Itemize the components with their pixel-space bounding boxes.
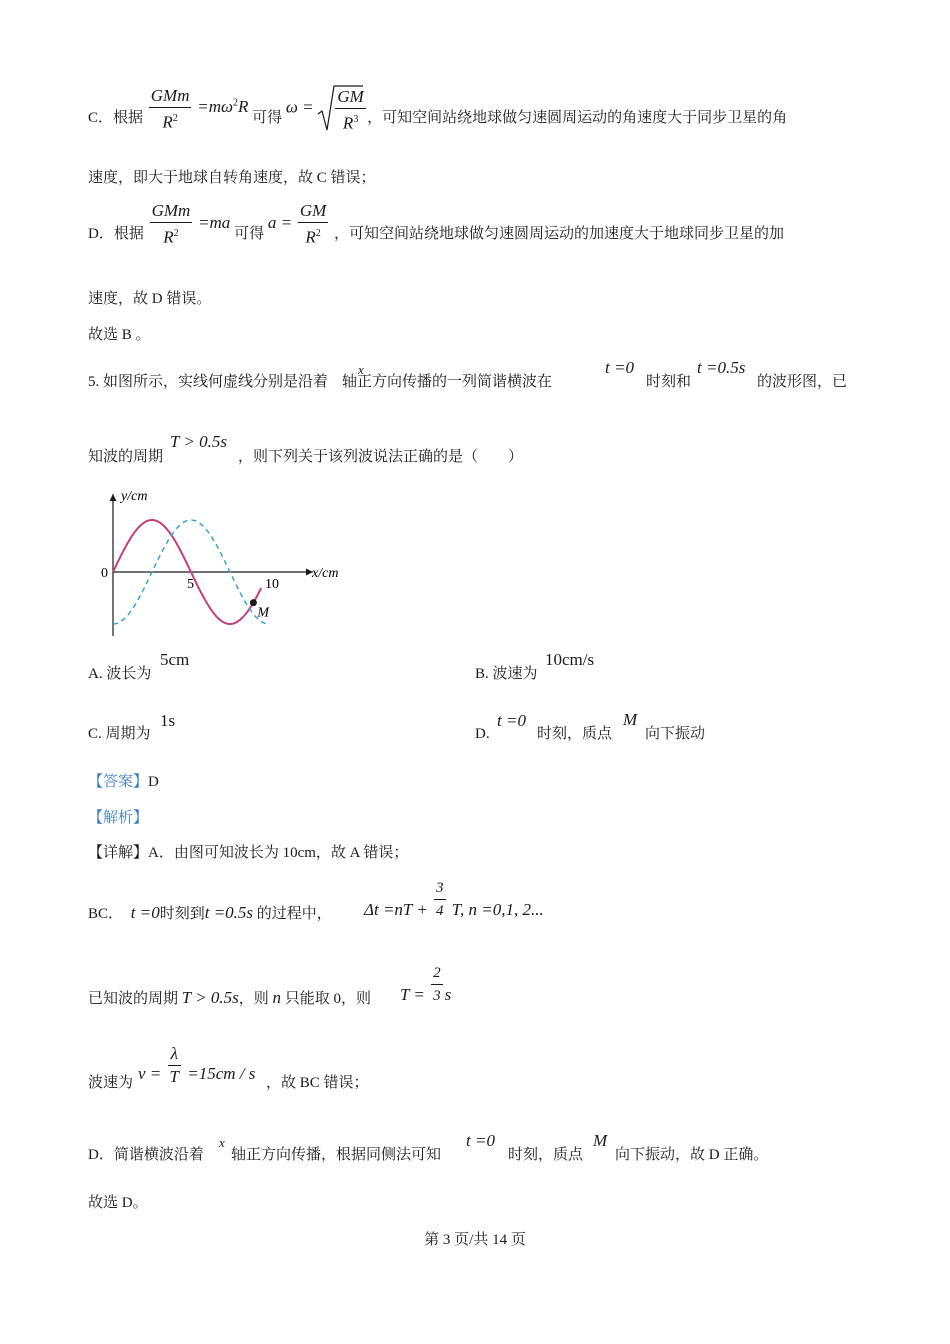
detail-d bbox=[88, 1131, 769, 1165]
t-zero: t =0 bbox=[605, 358, 634, 377]
fraction-2-3 bbox=[431, 962, 443, 1007]
option-value: 5cm bbox=[160, 650, 190, 669]
text: C. 周期为 bbox=[88, 726, 151, 742]
fraction-gm-r2 bbox=[298, 200, 328, 249]
omega-equals: ω = bbox=[285, 97, 314, 117]
question-5-line-1 bbox=[88, 358, 848, 392]
fraction-gmm-r2 bbox=[150, 200, 193, 249]
option-b bbox=[475, 650, 595, 684]
denominator bbox=[298, 223, 328, 249]
r-symbol: R bbox=[163, 227, 174, 247]
period-condition: T > 0.5s bbox=[181, 988, 239, 1007]
text: 时刻，质点 bbox=[508, 1147, 584, 1163]
text: BC． bbox=[88, 906, 124, 922]
text: 时刻，质点 bbox=[537, 726, 613, 742]
exponent: 2 bbox=[315, 228, 321, 239]
x-axis-label: x/cm bbox=[312, 566, 339, 581]
delta-t-text: Δt =nT + bbox=[364, 900, 428, 920]
text: 知波的周期 bbox=[88, 449, 164, 465]
period-n-text: T, n =0,1, 2... bbox=[451, 900, 544, 920]
denominator: 3 bbox=[433, 988, 441, 1004]
text: A. 波长为 bbox=[88, 666, 152, 682]
m-symbol: M bbox=[593, 1131, 608, 1150]
mw-text: =mω bbox=[197, 97, 233, 117]
text: D．简谐横波沿着 bbox=[88, 1147, 204, 1163]
option-c-explanation bbox=[88, 84, 787, 134]
detail-bc bbox=[88, 880, 544, 924]
text-line: 速度，即大于地球自转角速度，故 C 错误； bbox=[88, 170, 376, 186]
analysis-label: 【解析】 bbox=[88, 810, 149, 826]
fraction-3-4 bbox=[434, 877, 446, 922]
x-symbol: x bbox=[219, 1135, 225, 1150]
point-m-marker bbox=[250, 599, 257, 606]
numerator: GMm bbox=[150, 200, 193, 223]
text: 可得 bbox=[234, 225, 265, 242]
fraction bbox=[335, 86, 365, 135]
text: 可得 bbox=[252, 110, 283, 127]
question-5-line-2 bbox=[88, 432, 524, 467]
denominator: 4 bbox=[436, 903, 444, 919]
text: ，可知空间站绕地球做匀速圆周运动的加速度大于地球同步卫星的加 bbox=[334, 225, 785, 242]
speed-equation bbox=[138, 1043, 255, 1088]
r-symbol: R bbox=[238, 97, 249, 117]
denominator bbox=[150, 223, 193, 249]
x-tick-label: 0 bbox=[101, 566, 108, 581]
option-d-explanation bbox=[88, 200, 784, 249]
r-symbol: R bbox=[305, 227, 316, 247]
text: 向下振动，故 D 正确。 bbox=[615, 1147, 769, 1163]
t-half: t =0.5s bbox=[697, 358, 746, 377]
t-half: t =0.5s bbox=[204, 903, 254, 922]
equation-rhs bbox=[197, 97, 248, 116]
t-equals: T = bbox=[400, 985, 425, 1005]
point-m-label: M bbox=[257, 605, 270, 621]
option-value: 10cm/s bbox=[545, 650, 595, 669]
wave-graph bbox=[88, 484, 358, 644]
text: ，故 BC 错误； bbox=[266, 1075, 369, 1091]
numerator: 2 bbox=[431, 962, 443, 985]
denominator bbox=[149, 108, 192, 134]
text: 时刻到 bbox=[159, 906, 205, 922]
equation-rhs: =ma bbox=[198, 212, 231, 232]
t-zero: t =0 bbox=[497, 711, 526, 730]
text: B. 波速为 bbox=[475, 666, 538, 682]
text: C．根据 bbox=[88, 110, 144, 127]
numerator: λ bbox=[168, 1043, 181, 1066]
delta-t-equation bbox=[364, 877, 544, 922]
x-symbol: x bbox=[358, 362, 364, 377]
detail-a: 【详解】A．由图可知波长为 10cm，故 A 错误； bbox=[88, 845, 409, 861]
text: D. bbox=[475, 726, 490, 742]
m-symbol: M bbox=[623, 710, 638, 729]
text: 时刻和 bbox=[646, 374, 692, 390]
numerator: GM bbox=[298, 200, 328, 223]
text: 已知波的周期 bbox=[88, 991, 179, 1007]
exponent: 2 bbox=[233, 97, 238, 109]
text: 向下振动 bbox=[645, 726, 706, 742]
text: 只能取 0，则 bbox=[284, 991, 372, 1007]
v-equals: v = bbox=[138, 1064, 162, 1084]
period-condition: T > 0.5s bbox=[170, 432, 227, 451]
denominator bbox=[335, 109, 365, 135]
answer-line bbox=[88, 772, 159, 792]
y-axis-label: y/cm bbox=[121, 489, 148, 504]
page-footer: 第 3 页/共 14 页 bbox=[424, 1232, 526, 1248]
denominator: T bbox=[169, 1067, 179, 1086]
numerator: GM bbox=[335, 86, 365, 109]
known-period bbox=[88, 965, 452, 1009]
text: 的波形图，已 bbox=[757, 374, 848, 390]
text: 轴正方向传播，根据同侧法可知 bbox=[231, 1147, 442, 1163]
text: 波速为 bbox=[88, 1075, 134, 1091]
text: 5. 如图所示，实线何虚线分别是沿着 bbox=[88, 374, 329, 390]
fraction-gmm-r2 bbox=[149, 85, 192, 134]
speed-result: =15cm / s bbox=[187, 1064, 256, 1084]
text: 轴正方向传播的一列简谐横波在 bbox=[342, 374, 553, 390]
exponent: 2 bbox=[172, 112, 178, 124]
wave-speed bbox=[88, 1044, 369, 1093]
text: ，可知空间站绕地球做匀速圆周运动的角速度大于同步卫星的角 bbox=[367, 110, 788, 127]
option-d bbox=[475, 710, 706, 744]
x-tick-label: 5 bbox=[187, 577, 194, 592]
numerator: GMm bbox=[149, 85, 192, 108]
n-symbol: n bbox=[272, 988, 282, 1007]
exponent: 2 bbox=[173, 228, 179, 239]
option-value: 1s bbox=[160, 711, 176, 730]
a-equals: a = bbox=[267, 212, 293, 232]
r-symbol: R bbox=[342, 113, 354, 133]
text: ，则 bbox=[238, 991, 269, 1007]
t-zero: t =0 bbox=[130, 903, 160, 922]
t-zero: t =0 bbox=[466, 1131, 495, 1150]
text: ，则下列关于该列波说法正确的是（ ） bbox=[238, 449, 524, 465]
numerator: 3 bbox=[434, 877, 446, 900]
option-c bbox=[88, 711, 176, 744]
fraction-lambda-t bbox=[168, 1043, 181, 1088]
text-line: 故选 B 。 bbox=[88, 327, 151, 343]
r-symbol: R bbox=[162, 112, 173, 132]
answer-label: 【答案】 bbox=[88, 774, 149, 790]
text: D．根据 bbox=[88, 225, 144, 242]
option-a bbox=[88, 650, 190, 684]
answer-value: D bbox=[148, 774, 159, 790]
text: 的过程中， bbox=[256, 906, 332, 922]
exponent: 3 bbox=[353, 114, 359, 125]
sqrt-gm-r3 bbox=[317, 84, 363, 134]
text-line: 故选 D。 bbox=[88, 1195, 148, 1211]
unit: s bbox=[444, 985, 452, 1005]
x-tick-label: 10 bbox=[265, 577, 279, 592]
period-result bbox=[400, 962, 451, 1007]
text-line: 速度，故 D 错误。 bbox=[88, 291, 212, 307]
